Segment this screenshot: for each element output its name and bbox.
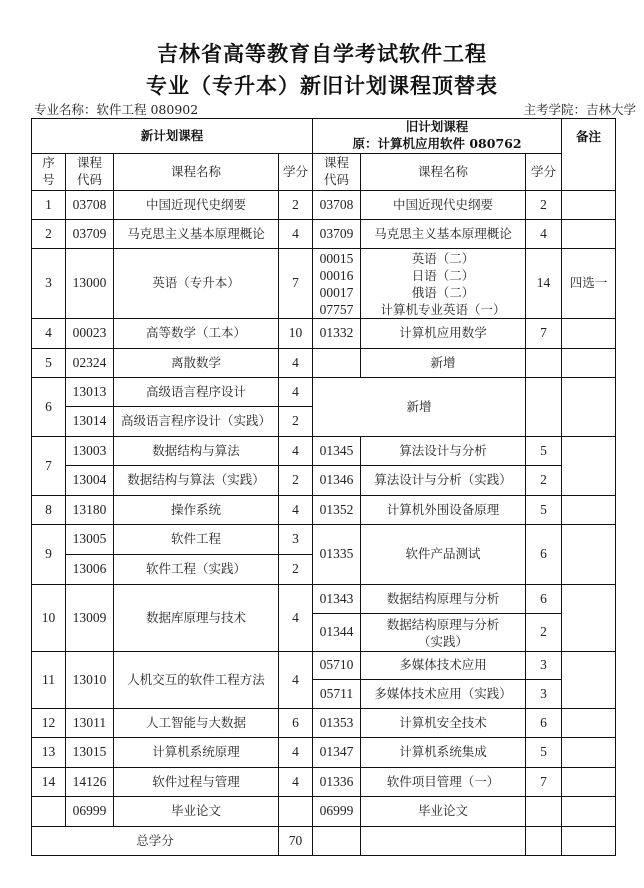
- course-code: 13005: [66, 525, 114, 555]
- old-credit: 4: [526, 220, 562, 249]
- old-course-name: 多媒体技术应用（实践）: [361, 680, 526, 709]
- course-code: 14126: [66, 768, 114, 797]
- table-row: [32, 525, 616, 555]
- old-course-name: 算法设计与分析: [361, 437, 526, 466]
- old-course-name: 软件产品测试: [361, 525, 526, 585]
- course-name: 马克思主义基本原理概论: [114, 220, 279, 249]
- course-name: 计算机系统原理: [114, 738, 279, 768]
- col-old-code-label: 课程代码: [324, 155, 350, 187]
- old-course-code: [313, 349, 361, 378]
- old-course-name: 数据结构原理与分析: [361, 585, 526, 614]
- old-course-code: 01332: [313, 319, 361, 349]
- old-plan-original: 原：计算机应用软件 080762: [352, 136, 522, 151]
- course-replacement-table: [31, 118, 616, 856]
- old-course-name: 计算机系统集成: [361, 738, 526, 768]
- old-course-code: 01344: [313, 614, 361, 652]
- course-code: 13015: [66, 738, 114, 768]
- remark: [562, 797, 616, 827]
- old-plan-header: [313, 119, 562, 154]
- col-old-name: 课程名称: [361, 154, 526, 191]
- course-code: 03708: [66, 191, 114, 220]
- old-name: 俄语（二）: [411, 284, 475, 300]
- course-name: 软件工程: [114, 525, 279, 555]
- course-code: 13014: [66, 407, 114, 437]
- old-credit: 2: [526, 466, 562, 496]
- old-course-name: 计算机应用数学: [361, 319, 526, 349]
- old-course-code: [313, 827, 361, 856]
- course-code: 13180: [66, 496, 114, 525]
- major-name: 专业名称：软件工程 080902: [34, 102, 199, 117]
- remark: [562, 738, 616, 768]
- course-code: 02324: [66, 349, 114, 378]
- seq: 7: [32, 437, 66, 496]
- old-credit: 14: [526, 249, 562, 319]
- remark: [562, 827, 616, 856]
- table-row-total: [32, 827, 616, 856]
- course-code: 13006: [66, 555, 114, 585]
- course-name: 中国近现代史纲要: [114, 191, 279, 220]
- seq: 4: [32, 319, 66, 349]
- page-title-line1: 吉林省高等教育自学考试软件工程: [157, 41, 487, 66]
- course-code: 13000: [66, 249, 114, 319]
- seq: 6: [32, 378, 66, 437]
- old-course-code: 03708: [313, 191, 361, 220]
- table-row: [32, 466, 616, 496]
- col-name: 课程名称: [114, 154, 279, 191]
- course-name: 人工智能与大数据: [114, 709, 279, 738]
- course-name: 英语（专升本）: [114, 249, 279, 319]
- course-code: 13009: [66, 585, 114, 652]
- table-row: [32, 349, 616, 378]
- table-row: [32, 191, 616, 220]
- page-title-line2: 专业（专升本）新旧计划课程顶替表: [146, 73, 498, 98]
- old-credit: 5: [526, 437, 562, 466]
- course-name: 高等数学（工本）: [114, 319, 279, 349]
- col-old-code: [313, 154, 361, 191]
- col-code-label: 课程代码: [76, 155, 102, 187]
- credit: 4: [279, 496, 313, 525]
- remark: [562, 652, 616, 709]
- course-code: 13013: [66, 378, 114, 407]
- col-credit: 学分: [279, 154, 313, 191]
- col-code: [66, 154, 114, 191]
- old-code: 00016: [319, 267, 354, 283]
- old-name: 日语（二）: [411, 267, 475, 283]
- total-label: 总学分: [32, 827, 279, 856]
- old-code: 00015: [319, 250, 354, 266]
- course-code: 06999: [66, 797, 114, 827]
- old-name-line2: （实践）: [418, 633, 469, 649]
- old-credit: 3: [526, 680, 562, 709]
- credit: 4: [279, 437, 313, 466]
- remark: [562, 585, 616, 652]
- old-credit: [526, 797, 562, 827]
- course-code: 13010: [66, 652, 114, 709]
- old-code: 00017: [319, 284, 354, 300]
- table-row: [32, 585, 616, 614]
- remark: [562, 191, 616, 220]
- old-credit: 6: [526, 709, 562, 738]
- old-credit: 7: [526, 319, 562, 349]
- course-name: 毕业论文: [114, 797, 279, 827]
- remark: [562, 496, 616, 525]
- seq: 14: [32, 768, 66, 797]
- seq: 8: [32, 496, 66, 525]
- table-row: [32, 709, 616, 738]
- old-course-name: 软件项目管理（一）: [361, 768, 526, 797]
- credit: 4: [279, 349, 313, 378]
- table-row: [32, 220, 616, 249]
- credit: 2: [279, 555, 313, 585]
- old-course-name: 毕业论文: [361, 797, 526, 827]
- course-name: 软件工程（实践）: [114, 555, 279, 585]
- table-row: [32, 437, 616, 466]
- exam-school: 主考学院：吉林大学: [523, 102, 636, 117]
- old-course-code: 01347: [313, 738, 361, 768]
- old-course-name: 马克思主义基本原理概论: [361, 220, 526, 249]
- seq: 5: [32, 349, 66, 378]
- new-plan-header: 新计划课程: [32, 119, 313, 154]
- credit: 4: [279, 738, 313, 768]
- course-name: 人机交互的软件工程方法: [114, 652, 279, 709]
- old-credit: 5: [526, 738, 562, 768]
- old-course-code: 01353: [313, 709, 361, 738]
- table-row-thesis: [32, 797, 616, 827]
- old-name-line1: 数据结构原理与分析: [386, 616, 500, 632]
- old-course-code: 03709: [313, 220, 361, 249]
- old-course-name: 新增: [361, 349, 526, 378]
- credit: 4: [279, 585, 313, 652]
- old-credit: [526, 827, 562, 856]
- total-credit: 70: [279, 827, 313, 856]
- remark: [562, 220, 616, 249]
- col-old-credit: 学分: [526, 154, 562, 191]
- col-seq-label: 序号: [42, 155, 55, 187]
- course-name: 离散数学: [114, 349, 279, 378]
- credit: 7: [279, 249, 313, 319]
- remark: [562, 349, 616, 378]
- old-course-code: 01346: [313, 466, 361, 496]
- table-row: [32, 738, 616, 768]
- old-credit: 2: [526, 614, 562, 652]
- old-course-name: [361, 827, 526, 856]
- credit: 4: [279, 220, 313, 249]
- course-name: 操作系统: [114, 496, 279, 525]
- old-course-code: 01336: [313, 768, 361, 797]
- credit: 2: [279, 466, 313, 496]
- col-seq: [32, 154, 66, 191]
- course-name: 软件过程与管理: [114, 768, 279, 797]
- credit: 2: [279, 407, 313, 437]
- seq: 9: [32, 525, 66, 585]
- credit: [279, 797, 313, 827]
- remark: [562, 768, 616, 797]
- old-course-code: 01335: [313, 525, 361, 585]
- old-course-code: 06999: [313, 797, 361, 827]
- old-course-names: [361, 249, 526, 319]
- old-name: 英语（二）: [411, 250, 475, 266]
- seq: 10: [32, 585, 66, 652]
- course-code: 13003: [66, 437, 114, 466]
- course-name: 数据结构与算法（实践）: [114, 466, 279, 496]
- remark: [562, 319, 616, 349]
- seq: 12: [32, 709, 66, 738]
- credit: 4: [279, 768, 313, 797]
- credit: 6: [279, 709, 313, 738]
- seq: 3: [32, 249, 66, 319]
- seq: [32, 797, 66, 827]
- table-row: [32, 652, 616, 680]
- old-plan-title: 旧计划课程: [405, 119, 469, 135]
- remark-header: 备注: [562, 119, 616, 191]
- seq: 11: [32, 652, 66, 709]
- course-code: 13011: [66, 709, 114, 738]
- old-credit: 5: [526, 496, 562, 525]
- remark: 四选一: [562, 249, 616, 319]
- remark: [562, 437, 616, 496]
- old-course-name: [361, 614, 526, 652]
- old-credit: 7: [526, 768, 562, 797]
- course-name: 数据库原理与技术: [114, 585, 279, 652]
- old-course-name: 算法设计与分析（实践）: [361, 466, 526, 496]
- old-code: 07757: [319, 301, 354, 317]
- credit: 10: [279, 319, 313, 349]
- credit: 2: [279, 191, 313, 220]
- old-course-name: 计算机外围设备原理: [361, 496, 526, 525]
- course-code: 00023: [66, 319, 114, 349]
- course-code: 13004: [66, 466, 114, 496]
- credit: 4: [279, 652, 313, 709]
- credit: 4: [279, 378, 313, 407]
- remark: [562, 378, 616, 437]
- old-course-code: 01343: [313, 585, 361, 614]
- old-course-name: 中国近现代史纲要: [361, 191, 526, 220]
- old-course-code: 05710: [313, 652, 361, 680]
- course-name: 高级语言程序设计（实践）: [114, 407, 279, 437]
- old-course-codes: [313, 249, 361, 319]
- old-course-name: 新增: [313, 378, 526, 437]
- old-credit: 6: [526, 585, 562, 614]
- course-name: 高级语言程序设计: [114, 378, 279, 407]
- course-code: 03709: [66, 220, 114, 249]
- table-row: [32, 319, 616, 349]
- old-credit: [526, 378, 562, 437]
- remark: [562, 525, 616, 585]
- course-name: 数据结构与算法: [114, 437, 279, 466]
- old-course-code: 05711: [313, 680, 361, 709]
- table-row: [32, 249, 616, 319]
- old-credit: 3: [526, 652, 562, 680]
- table-row: [32, 768, 616, 797]
- old-course-code: 01352: [313, 496, 361, 525]
- old-credit: 2: [526, 191, 562, 220]
- seq: 1: [32, 191, 66, 220]
- remark: [562, 709, 616, 738]
- table-row: [32, 496, 616, 525]
- seq: 2: [32, 220, 66, 249]
- table-row: [32, 378, 616, 407]
- old-course-name: 多媒体技术应用: [361, 652, 526, 680]
- old-course-name: 计算机安全技术: [361, 709, 526, 738]
- credit: 3: [279, 525, 313, 555]
- old-credit: [526, 349, 562, 378]
- old-course-code: 01345: [313, 437, 361, 466]
- seq: 13: [32, 738, 66, 768]
- old-name: 计算机专业英语（一）: [380, 301, 506, 317]
- old-credit: 6: [526, 525, 562, 585]
